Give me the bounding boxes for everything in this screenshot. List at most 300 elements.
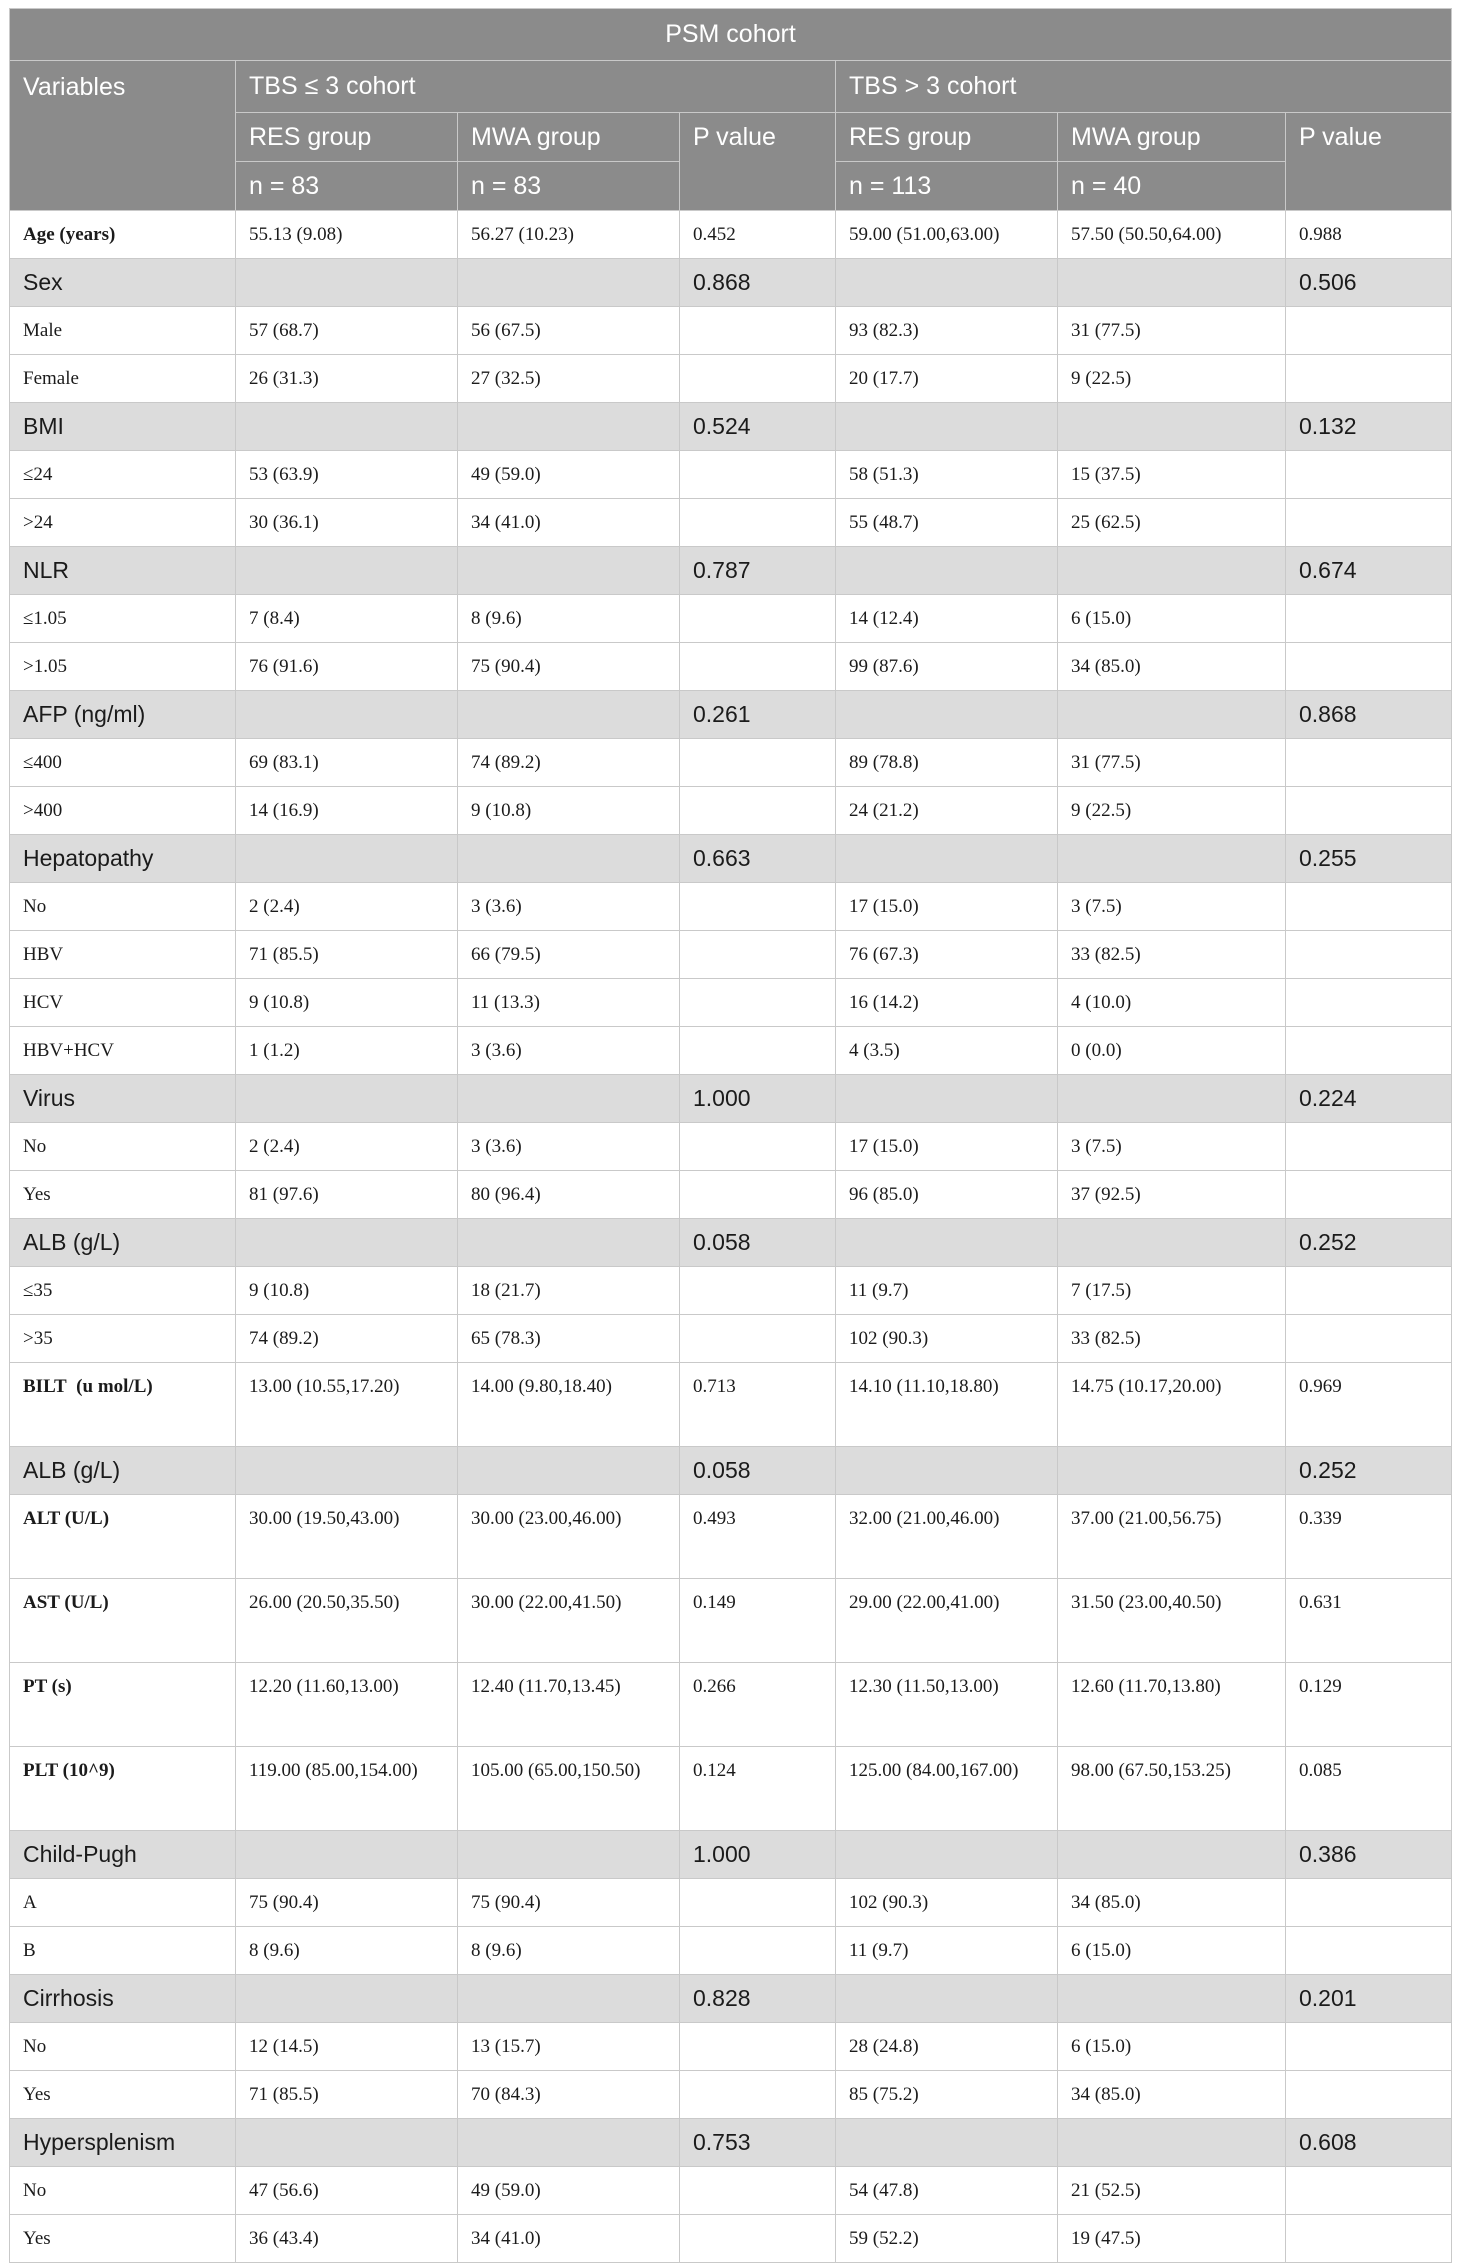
row-label: HBV+HCV bbox=[10, 1027, 236, 1075]
tbs-le3-res-cell: 8 (9.6) bbox=[236, 1927, 458, 1975]
tbs-gt3-mwa-cell: 9 (22.5) bbox=[1058, 787, 1286, 835]
tbs-gt3-mwa-cell: 19 (47.5) bbox=[1058, 2215, 1286, 2263]
tbs-gt3-mwa-cell: 6 (15.0) bbox=[1058, 1927, 1286, 1975]
table-row bbox=[10, 643, 1452, 691]
tbs-gt3-res-cell bbox=[836, 2119, 1058, 2167]
table-header bbox=[10, 9, 1452, 211]
table-row bbox=[10, 931, 1452, 979]
row-label: Yes bbox=[10, 2215, 236, 2263]
tbs-gt3-res-cell: 85 (75.2) bbox=[836, 2071, 1058, 2119]
tbs-gt3-mwa-cell: 57.50 (50.50,64.00) bbox=[1058, 211, 1286, 259]
section-row bbox=[10, 835, 1452, 883]
tbs-gt3-mwa-cell bbox=[1058, 1219, 1286, 1267]
tbs-le3-res-cell bbox=[236, 2119, 458, 2167]
tbs-gt3-mwa-cell: 31.50 (23.00,40.50) bbox=[1058, 1579, 1286, 1663]
tbs-gt3-p-value: 0.608 bbox=[1286, 2119, 1452, 2167]
tbs-gt3-mwa-cell bbox=[1058, 547, 1286, 595]
table-row bbox=[10, 1315, 1452, 1363]
tbs-le3-res-cell: 7 (8.4) bbox=[236, 595, 458, 643]
tbs-gt3-res-cell bbox=[836, 259, 1058, 307]
tbs-gt3-mwa-cell: 12.60 (11.70,13.80) bbox=[1058, 1663, 1286, 1747]
tbs-le3-p-value bbox=[680, 1123, 836, 1171]
row-label: ≤35 bbox=[10, 1267, 236, 1315]
tbs-gt3-mwa-cell: 15 (37.5) bbox=[1058, 451, 1286, 499]
tbs-gt3-res-cell: 93 (82.3) bbox=[836, 307, 1058, 355]
tbs-le3-res-cell: 26 (31.3) bbox=[236, 355, 458, 403]
tbs-le3-p-value: 0.524 bbox=[680, 403, 836, 451]
tbs-le3-mwa-cell: 30.00 (23.00,46.00) bbox=[458, 1495, 680, 1579]
tbs-gt3-mwa-cell: 3 (7.5) bbox=[1058, 1123, 1286, 1171]
row-label: Sex bbox=[10, 259, 236, 307]
row-label: Hepatopathy bbox=[10, 835, 236, 883]
tbs-le3-res-cell: 71 (85.5) bbox=[236, 2071, 458, 2119]
row-label: Male bbox=[10, 307, 236, 355]
tbs-le3-res-cell: 47 (56.6) bbox=[236, 2167, 458, 2215]
tbs-gt3-res-cell: 89 (78.8) bbox=[836, 739, 1058, 787]
tbs-gt3-mwa-cell: 6 (15.0) bbox=[1058, 595, 1286, 643]
row-label: >400 bbox=[10, 787, 236, 835]
tbs-gt3-p-value: 0.339 bbox=[1286, 1495, 1452, 1579]
table-row bbox=[10, 1663, 1452, 1747]
tbs-gt3-p-value: 0.132 bbox=[1286, 403, 1452, 451]
res-group-header: RES group bbox=[836, 113, 1058, 162]
tbs-gt3-mwa-cell: 14.75 (10.17,20.00) bbox=[1058, 1363, 1286, 1447]
tbs-gt3-res-cell bbox=[836, 1975, 1058, 2023]
tbs-le3-mwa-cell bbox=[458, 1447, 680, 1495]
tbs-le3-p-value bbox=[680, 643, 836, 691]
tbs-le3-mwa-cell: 27 (32.5) bbox=[458, 355, 680, 403]
tbs-le3-p-value: 1.000 bbox=[680, 1831, 836, 1879]
mwa-group-header: MWA group bbox=[458, 113, 680, 162]
tbs-le3-p-value bbox=[680, 2023, 836, 2071]
tbs-le3-res-cell bbox=[236, 1219, 458, 1267]
row-label: PT (s) bbox=[10, 1663, 236, 1747]
row-label: ≤24 bbox=[10, 451, 236, 499]
tbs-le3-res-cell bbox=[236, 259, 458, 307]
table-row bbox=[10, 1495, 1452, 1579]
row-label: No bbox=[10, 1123, 236, 1171]
section-row bbox=[10, 2119, 1452, 2167]
table-row bbox=[10, 1123, 1452, 1171]
tbs-gt3-p-value: 0.868 bbox=[1286, 691, 1452, 739]
tbs-le3-p-value bbox=[680, 355, 836, 403]
tbs-gt3-res-cell: 58 (51.3) bbox=[836, 451, 1058, 499]
table-row bbox=[10, 595, 1452, 643]
row-label: AST (U/L) bbox=[10, 1579, 236, 1663]
row-label: No bbox=[10, 2167, 236, 2215]
tbs-le3-res-cell: 30 (36.1) bbox=[236, 499, 458, 547]
tbs-gt3-p-value: 0.506 bbox=[1286, 259, 1452, 307]
tbs-le3-res-cell: 55.13 (9.08) bbox=[236, 211, 458, 259]
table-row bbox=[10, 1879, 1452, 1927]
tbs-le3-mwa-cell: 65 (78.3) bbox=[458, 1315, 680, 1363]
tbs-gt3-res-cell: 28 (24.8) bbox=[836, 2023, 1058, 2071]
tbs-gt3-mwa-cell: 31 (77.5) bbox=[1058, 739, 1286, 787]
tbs-le3-res-cell: 75 (90.4) bbox=[236, 1879, 458, 1927]
tbs-le3-mwa-cell bbox=[458, 835, 680, 883]
tbs-gt3-p-value: 0.674 bbox=[1286, 547, 1452, 595]
section-row bbox=[10, 1075, 1452, 1123]
tbs-gt3-mwa-cell: 3 (7.5) bbox=[1058, 883, 1286, 931]
tbs-le3-mwa-cell: 9 (10.8) bbox=[458, 787, 680, 835]
table-row bbox=[10, 307, 1452, 355]
tbs-gt3-res-cell: 20 (17.7) bbox=[836, 355, 1058, 403]
section-row bbox=[10, 547, 1452, 595]
tbs-gt3-p-value: 0.969 bbox=[1286, 1363, 1452, 1447]
tbs-gt3-mwa-cell bbox=[1058, 1831, 1286, 1879]
row-label: B bbox=[10, 1927, 236, 1975]
tbs-le3-mwa-cell: 56.27 (10.23) bbox=[458, 211, 680, 259]
tbs-le3-mwa-cell: 3 (3.6) bbox=[458, 1123, 680, 1171]
tbs-le3-p-value bbox=[680, 883, 836, 931]
tbs-gt3-p-value bbox=[1286, 739, 1452, 787]
table-row bbox=[10, 2167, 1452, 2215]
tbs-gt3-res-cell: 4 (3.5) bbox=[836, 1027, 1058, 1075]
table-row bbox=[10, 2071, 1452, 2119]
tbs-le3-mwa-cell: 3 (3.6) bbox=[458, 1027, 680, 1075]
table-row bbox=[10, 451, 1452, 499]
tbs-le3-res-cell: 81 (97.6) bbox=[236, 1171, 458, 1219]
row-label: Yes bbox=[10, 2071, 236, 2119]
tbs-gt3-res-cell: 59 (52.2) bbox=[836, 2215, 1058, 2263]
tbs-le3-res-cell: 2 (2.4) bbox=[236, 1123, 458, 1171]
tbs-le3-p-value bbox=[680, 2215, 836, 2263]
tbs-gt3-mwa-cell: 34 (85.0) bbox=[1058, 2071, 1286, 2119]
tbs-gt3-mwa-cell: 7 (17.5) bbox=[1058, 1267, 1286, 1315]
row-label: ≤1.05 bbox=[10, 595, 236, 643]
tbs-le3-mwa-cell: 74 (89.2) bbox=[458, 739, 680, 787]
tbs-le3-p-value bbox=[680, 499, 836, 547]
section-row bbox=[10, 691, 1452, 739]
tbs-le3-res-cell: 2 (2.4) bbox=[236, 883, 458, 931]
table-row bbox=[10, 979, 1452, 1027]
tbs-gt3-mwa-cell: 34 (85.0) bbox=[1058, 1879, 1286, 1927]
tbs-gt3-res-cell bbox=[836, 691, 1058, 739]
tbs-le3-mwa-cell: 56 (67.5) bbox=[458, 307, 680, 355]
tbs-le3-res-cell: 12.20 (11.60,13.00) bbox=[236, 1663, 458, 1747]
table-row bbox=[10, 739, 1452, 787]
row-label: Child-Pugh bbox=[10, 1831, 236, 1879]
tbs-gt3-mwa-cell bbox=[1058, 259, 1286, 307]
tbs-le3-res-cell bbox=[236, 547, 458, 595]
res-group-header: RES group bbox=[236, 113, 458, 162]
tbs-le3-res-cell: 53 (63.9) bbox=[236, 451, 458, 499]
tbs-gt3-p-value bbox=[1286, 1927, 1452, 1975]
tbs-le3-p-value: 0.452 bbox=[680, 211, 836, 259]
tbs-gt3-res-cell bbox=[836, 403, 1058, 451]
tbs-le3-p-value bbox=[680, 1315, 836, 1363]
row-label: BMI bbox=[10, 403, 236, 451]
tbs-le3-res-cell: 74 (89.2) bbox=[236, 1315, 458, 1363]
tbs-gt3-header: TBS > 3 cohort bbox=[836, 61, 1452, 113]
tbs-gt3-res-cell: 14 (12.4) bbox=[836, 595, 1058, 643]
tbs-le3-mwa-cell: 34 (41.0) bbox=[458, 499, 680, 547]
tbs-gt3-p-value: 0.255 bbox=[1286, 835, 1452, 883]
row-label: ALB (g/L) bbox=[10, 1447, 236, 1495]
tbs-le3-mwa-cell: 8 (9.6) bbox=[458, 595, 680, 643]
tbs-le3-mwa-cell: 75 (90.4) bbox=[458, 1879, 680, 1927]
tbs-le3-mwa-cell bbox=[458, 2119, 680, 2167]
tbs-gt3-res-cell: 96 (85.0) bbox=[836, 1171, 1058, 1219]
table-row bbox=[10, 1363, 1452, 1447]
row-label: Virus bbox=[10, 1075, 236, 1123]
row-label: AFP (ng/ml) bbox=[10, 691, 236, 739]
tbs-gt3-res-cell: 17 (15.0) bbox=[836, 1123, 1058, 1171]
tbs-gt3-p-value bbox=[1286, 1267, 1452, 1315]
row-label: Hypersplenism bbox=[10, 2119, 236, 2167]
tbs-gt3-mwa-cell bbox=[1058, 1075, 1286, 1123]
tbs-gt3-p-value bbox=[1286, 2167, 1452, 2215]
table-row bbox=[10, 787, 1452, 835]
tbs-le3-mwa-cell: 105.00 (65.00,150.50) bbox=[458, 1747, 680, 1831]
n-count: n = 113 bbox=[836, 162, 1058, 211]
cohort-title: PSM cohort bbox=[10, 9, 1452, 61]
tbs-gt3-p-value: 0.252 bbox=[1286, 1219, 1452, 1267]
tbs-le3-res-cell: 13.00 (10.55,17.20) bbox=[236, 1363, 458, 1447]
tbs-le3-p-value bbox=[680, 2071, 836, 2119]
tbs-le3-mwa-cell: 75 (90.4) bbox=[458, 643, 680, 691]
tbs-le3-mwa-cell bbox=[458, 403, 680, 451]
tbs-le3-p-value: 0.753 bbox=[680, 2119, 836, 2167]
section-row bbox=[10, 1447, 1452, 1495]
tbs-le3-p-value: 0.787 bbox=[680, 547, 836, 595]
row-label: >24 bbox=[10, 499, 236, 547]
row-label: >1.05 bbox=[10, 643, 236, 691]
section-row bbox=[10, 1975, 1452, 2023]
tbs-gt3-res-cell: 14.10 (11.10,18.80) bbox=[836, 1363, 1058, 1447]
tbs-le3-p-value bbox=[680, 1171, 836, 1219]
tbs-gt3-p-value bbox=[1286, 2071, 1452, 2119]
row-label: HCV bbox=[10, 979, 236, 1027]
tbs-gt3-res-cell bbox=[836, 1075, 1058, 1123]
tbs-le3-p-value bbox=[680, 1879, 836, 1927]
tbs-gt3-p-value bbox=[1286, 499, 1452, 547]
tbs-le3-mwa-cell bbox=[458, 1075, 680, 1123]
tbs-gt3-res-cell: 32.00 (21.00,46.00) bbox=[836, 1495, 1058, 1579]
tbs-le3-res-cell: 9 (10.8) bbox=[236, 1267, 458, 1315]
tbs-le3-mwa-cell: 14.00 (9.80,18.40) bbox=[458, 1363, 680, 1447]
table-row bbox=[10, 2023, 1452, 2071]
tbs-le3-res-cell: 14 (16.9) bbox=[236, 787, 458, 835]
n-count: n = 83 bbox=[236, 162, 458, 211]
tbs-gt3-res-cell bbox=[836, 1447, 1058, 1495]
row-label: A bbox=[10, 1879, 236, 1927]
tbs-gt3-res-cell: 54 (47.8) bbox=[836, 2167, 1058, 2215]
tbs-gt3-mwa-cell: 31 (77.5) bbox=[1058, 307, 1286, 355]
tbs-gt3-p-value: 0.252 bbox=[1286, 1447, 1452, 1495]
tbs-gt3-res-cell: 12.30 (11.50,13.00) bbox=[836, 1663, 1058, 1747]
table-row bbox=[10, 2215, 1452, 2263]
tbs-gt3-p-value bbox=[1286, 1171, 1452, 1219]
table-row bbox=[10, 1171, 1452, 1219]
row-label: ALB (g/L) bbox=[10, 1219, 236, 1267]
tbs-le3-p-value: 0.868 bbox=[680, 259, 836, 307]
tbs-gt3-res-cell: 99 (87.6) bbox=[836, 643, 1058, 691]
tbs-le3-p-value bbox=[680, 979, 836, 1027]
row-label: No bbox=[10, 2023, 236, 2071]
table-container bbox=[9, 8, 1451, 2263]
tbs-le3-mwa-cell bbox=[458, 1219, 680, 1267]
tbs-gt3-res-cell: 17 (15.0) bbox=[836, 883, 1058, 931]
tbs-gt3-p-value: 0.129 bbox=[1286, 1663, 1452, 1747]
variables-header: Variables bbox=[10, 61, 236, 211]
tbs-gt3-res-cell: 29.00 (22.00,41.00) bbox=[836, 1579, 1058, 1663]
tbs-le3-mwa-cell bbox=[458, 691, 680, 739]
tbs-gt3-mwa-cell bbox=[1058, 403, 1286, 451]
tbs-le3-mwa-cell: 49 (59.0) bbox=[458, 2167, 680, 2215]
tbs-le3-res-cell: 57 (68.7) bbox=[236, 307, 458, 355]
tbs-gt3-p-value bbox=[1286, 2023, 1452, 2071]
tbs-gt3-mwa-cell: 25 (62.5) bbox=[1058, 499, 1286, 547]
section-row bbox=[10, 1831, 1452, 1879]
psm-cohort-table bbox=[9, 8, 1452, 2263]
tbs-gt3-res-cell bbox=[836, 547, 1058, 595]
tbs-gt3-mwa-cell: 9 (22.5) bbox=[1058, 355, 1286, 403]
tbs-gt3-p-value bbox=[1286, 1315, 1452, 1363]
table-row bbox=[10, 355, 1452, 403]
row-label: HBV bbox=[10, 931, 236, 979]
tbs-gt3-p-value bbox=[1286, 451, 1452, 499]
tbs-le3-p-value: 0.058 bbox=[680, 1447, 836, 1495]
tbs-gt3-mwa-cell: 37.00 (21.00,56.75) bbox=[1058, 1495, 1286, 1579]
tbs-gt3-p-value: 0.631 bbox=[1286, 1579, 1452, 1663]
tbs-gt3-res-cell: 24 (21.2) bbox=[836, 787, 1058, 835]
tbs-le3-p-value bbox=[680, 1927, 836, 1975]
p-value-header: P value bbox=[1286, 113, 1452, 211]
tbs-gt3-res-cell: 16 (14.2) bbox=[836, 979, 1058, 1027]
tbs-gt3-mwa-cell bbox=[1058, 835, 1286, 883]
tbs-le3-mwa-cell: 70 (84.3) bbox=[458, 2071, 680, 2119]
tbs-gt3-p-value bbox=[1286, 1879, 1452, 1927]
tbs-gt3-p-value bbox=[1286, 1123, 1452, 1171]
table-row bbox=[10, 1027, 1452, 1075]
tbs-gt3-mwa-cell: 21 (52.5) bbox=[1058, 2167, 1286, 2215]
tbs-gt3-res-cell: 11 (9.7) bbox=[836, 1267, 1058, 1315]
row-label: Cirrhosis bbox=[10, 1975, 236, 2023]
tbs-le3-p-value: 0.828 bbox=[680, 1975, 836, 2023]
table-body bbox=[10, 211, 1452, 2263]
table-row bbox=[10, 883, 1452, 931]
tbs-gt3-mwa-cell: 4 (10.0) bbox=[1058, 979, 1286, 1027]
table-row bbox=[10, 499, 1452, 547]
tbs-le3-mwa-cell: 3 (3.6) bbox=[458, 883, 680, 931]
tbs-gt3-p-value: 0.386 bbox=[1286, 1831, 1452, 1879]
tbs-le3-p-value bbox=[680, 307, 836, 355]
tbs-le3-p-value bbox=[680, 1267, 836, 1315]
p-value-header: P value bbox=[680, 113, 836, 211]
tbs-gt3-mwa-cell: 33 (82.5) bbox=[1058, 931, 1286, 979]
tbs-le3-mwa-cell bbox=[458, 547, 680, 595]
tbs-gt3-mwa-cell bbox=[1058, 691, 1286, 739]
tbs-gt3-res-cell: 125.00 (84.00,167.00) bbox=[836, 1747, 1058, 1831]
tbs-le3-res-cell bbox=[236, 691, 458, 739]
tbs-le3-p-value bbox=[680, 2167, 836, 2215]
tbs-le3-mwa-cell bbox=[458, 1975, 680, 2023]
tbs-gt3-p-value bbox=[1286, 643, 1452, 691]
tbs-le3-res-cell bbox=[236, 1075, 458, 1123]
tbs-le3-mwa-cell: 34 (41.0) bbox=[458, 2215, 680, 2263]
tbs-gt3-mwa-cell: 6 (15.0) bbox=[1058, 2023, 1286, 2071]
tbs-gt3-p-value bbox=[1286, 787, 1452, 835]
row-label: NLR bbox=[10, 547, 236, 595]
tbs-le3-p-value: 1.000 bbox=[680, 1075, 836, 1123]
tbs-le3-p-value: 0.261 bbox=[680, 691, 836, 739]
tbs-le3-res-cell bbox=[236, 1975, 458, 2023]
tbs-le3-p-value bbox=[680, 1027, 836, 1075]
tbs-le3-header: TBS ≤ 3 cohort bbox=[236, 61, 836, 113]
row-label: >35 bbox=[10, 1315, 236, 1363]
tbs-le3-mwa-cell: 8 (9.6) bbox=[458, 1927, 680, 1975]
row-label: No bbox=[10, 883, 236, 931]
tbs-le3-res-cell bbox=[236, 835, 458, 883]
tbs-gt3-p-value: 0.988 bbox=[1286, 211, 1452, 259]
tbs-gt3-mwa-cell bbox=[1058, 2119, 1286, 2167]
tbs-le3-p-value: 0.493 bbox=[680, 1495, 836, 1579]
tbs-le3-mwa-cell: 80 (96.4) bbox=[458, 1171, 680, 1219]
tbs-le3-p-value: 0.663 bbox=[680, 835, 836, 883]
section-row bbox=[10, 259, 1452, 307]
n-count: n = 40 bbox=[1058, 162, 1286, 211]
tbs-gt3-p-value: 0.085 bbox=[1286, 1747, 1452, 1831]
mwa-group-header: MWA group bbox=[1058, 113, 1286, 162]
tbs-le3-mwa-cell: 18 (21.7) bbox=[458, 1267, 680, 1315]
tbs-gt3-p-value bbox=[1286, 1027, 1452, 1075]
tbs-le3-mwa-cell bbox=[458, 259, 680, 307]
tbs-le3-mwa-cell: 66 (79.5) bbox=[458, 931, 680, 979]
tbs-le3-p-value: 0.266 bbox=[680, 1663, 836, 1747]
tbs-le3-res-cell: 69 (83.1) bbox=[236, 739, 458, 787]
tbs-le3-p-value bbox=[680, 739, 836, 787]
tbs-le3-res-cell: 119.00 (85.00,154.00) bbox=[236, 1747, 458, 1831]
tbs-le3-mwa-cell: 49 (59.0) bbox=[458, 451, 680, 499]
row-label: BILT (u mol/L) bbox=[10, 1363, 236, 1447]
tbs-le3-mwa-cell: 11 (13.3) bbox=[458, 979, 680, 1027]
tbs-le3-res-cell: 1 (1.2) bbox=[236, 1027, 458, 1075]
tbs-le3-p-value: 0.149 bbox=[680, 1579, 836, 1663]
row-label: ≤400 bbox=[10, 739, 236, 787]
tbs-gt3-mwa-cell bbox=[1058, 1975, 1286, 2023]
tbs-le3-mwa-cell: 13 (15.7) bbox=[458, 2023, 680, 2071]
tbs-le3-p-value: 0.713 bbox=[680, 1363, 836, 1447]
tbs-gt3-p-value bbox=[1286, 307, 1452, 355]
row-label: PLT (10^9) bbox=[10, 1747, 236, 1831]
tbs-le3-p-value: 0.058 bbox=[680, 1219, 836, 1267]
tbs-gt3-mwa-cell bbox=[1058, 1447, 1286, 1495]
row-label: ALT (U/L) bbox=[10, 1495, 236, 1579]
tbs-gt3-p-value bbox=[1286, 2215, 1452, 2263]
tbs-le3-res-cell: 30.00 (19.50,43.00) bbox=[236, 1495, 458, 1579]
tbs-le3-p-value bbox=[680, 787, 836, 835]
tbs-gt3-res-cell bbox=[836, 1219, 1058, 1267]
tbs-gt3-res-cell: 59.00 (51.00,63.00) bbox=[836, 211, 1058, 259]
tbs-le3-mwa-cell: 30.00 (22.00,41.50) bbox=[458, 1579, 680, 1663]
row-label: Female bbox=[10, 355, 236, 403]
tbs-gt3-p-value: 0.201 bbox=[1286, 1975, 1452, 2023]
tbs-le3-res-cell: 71 (85.5) bbox=[236, 931, 458, 979]
tbs-gt3-p-value bbox=[1286, 883, 1452, 931]
tbs-le3-res-cell bbox=[236, 403, 458, 451]
tbs-gt3-p-value bbox=[1286, 931, 1452, 979]
row-label: Yes bbox=[10, 1171, 236, 1219]
tbs-le3-mwa-cell: 12.40 (11.70,13.45) bbox=[458, 1663, 680, 1747]
section-row bbox=[10, 1219, 1452, 1267]
tbs-gt3-mwa-cell: 37 (92.5) bbox=[1058, 1171, 1286, 1219]
tbs-le3-p-value bbox=[680, 595, 836, 643]
tbs-le3-res-cell: 12 (14.5) bbox=[236, 2023, 458, 2071]
tbs-gt3-mwa-cell: 34 (85.0) bbox=[1058, 643, 1286, 691]
tbs-gt3-p-value: 0.224 bbox=[1286, 1075, 1452, 1123]
table-row bbox=[10, 1927, 1452, 1975]
